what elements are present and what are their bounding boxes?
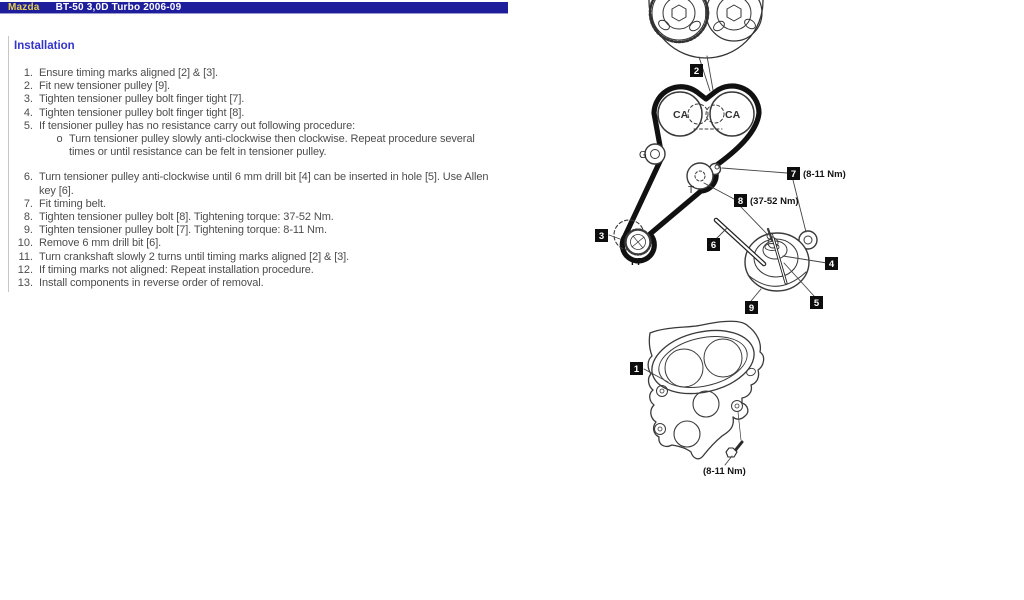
page-title: Installation — [14, 40, 75, 52]
step-number: 8. — [23, 211, 33, 224]
step-number: 11. — [18, 250, 33, 263]
svg-text:4: 4 — [828, 259, 835, 270]
callout-4 — [825, 257, 838, 270]
callout-9 — [745, 301, 758, 314]
step-number: 10. — [17, 237, 33, 250]
svg-text:2: 2 — [693, 66, 700, 77]
cam-left-label: CA — [673, 109, 689, 121]
callout-3 — [595, 229, 608, 242]
step-number: 12. — [17, 263, 33, 276]
vehicle-model: BT-50 3,0D Turbo 2006-09 — [55, 2, 182, 13]
step-text: If tensioner pulley has no resistance carry out following procedure: — [39, 119, 356, 132]
vehicle-brand: Mazda — [8, 2, 40, 13]
svg-text:3: 3 — [598, 231, 605, 242]
fuel-pump-label: FP — [631, 257, 644, 268]
step-number: 13. — [17, 277, 33, 290]
svg-text:5: 5 — [813, 298, 820, 309]
step-text: Tighten tensioner pulley bolt finger tight [7]. — [39, 93, 245, 106]
guide-label: G — [639, 150, 647, 161]
svg-text:8: 8 — [737, 196, 744, 207]
tensioner-label: T — [688, 185, 695, 196]
step-text: Fit timing belt. — [39, 197, 106, 210]
step-text: Ensure timing marks aligned [2] & [3]. — [39, 67, 219, 79]
step-number: 7. — [23, 197, 33, 210]
svg-text:6: 6 — [710, 240, 717, 251]
step-text: Turn crankshaft slowly 2 turns until timing marks aligned [2] & [3]. — [39, 250, 350, 263]
step-text: Install components in reverse order of removal. — [39, 277, 264, 290]
step-number: 1. — [23, 67, 33, 79]
step-number: 3. — [23, 93, 33, 106]
step-number: 4. — [23, 106, 33, 119]
step-text: Remove 6 mm drill bit [6]. — [39, 237, 162, 250]
callout-2 — [690, 64, 703, 77]
cam-right-label: CA — [725, 109, 741, 121]
svg-text:1: 1 — [633, 364, 640, 375]
step-text: If timing marks not aligned: Repeat installation procedure. — [39, 263, 314, 276]
step-text: Tighten tensioner pulley bolt finger tight [8]. — [39, 106, 245, 119]
torque-label-cover-bolt: (8-11 Nm) — [703, 466, 746, 477]
callout-1 — [630, 362, 643, 375]
timing-marks-detail-view — [649, 0, 763, 58]
step-number: 2. — [23, 80, 33, 93]
step-text: Turn tensioner pulley anti-clockwise until 6 mm drill bit [4] can be inserted in hole [5]. Use Allen key [6]. — [39, 171, 489, 197]
callout-7 — [787, 167, 800, 180]
step-text: Fit new tensioner pulley [9]. — [39, 80, 171, 93]
step-number: 5. — [23, 119, 33, 132]
step-number: 6. — [23, 171, 33, 184]
callout-6 — [707, 238, 720, 251]
guide-roller — [645, 144, 665, 164]
callout-5 — [810, 296, 823, 309]
step-text: Tighten tensioner pulley bolt [8]. Tightening torque: 37-52 Nm. — [39, 211, 334, 224]
torque-label-bolt8: (37-52 Nm) — [750, 196, 799, 207]
substep-text: Turn tensioner pulley slowly anti-clockwise then clockwise. Repeat procedure several times or until resistance can be felt in tensioner pulley. — [69, 133, 475, 159]
step-number: 9. — [23, 224, 33, 237]
timing-cover-part — [646, 321, 764, 459]
torque-label-bolt7: (8-11 Nm) — [803, 169, 846, 180]
callout-leader-lines — [609, 168, 827, 465]
cover-bolt — [726, 442, 742, 457]
substep-bullet: o — [56, 133, 63, 146]
step-text: Tighten tensioner pulley bolt [7]. Tightening torque: 8-11 Nm. — [39, 224, 327, 237]
svg-text:7: 7 — [790, 169, 797, 180]
tensioner-assembly — [716, 220, 817, 291]
svg-text:9: 9 — [748, 303, 755, 314]
callout-8 — [734, 194, 747, 207]
